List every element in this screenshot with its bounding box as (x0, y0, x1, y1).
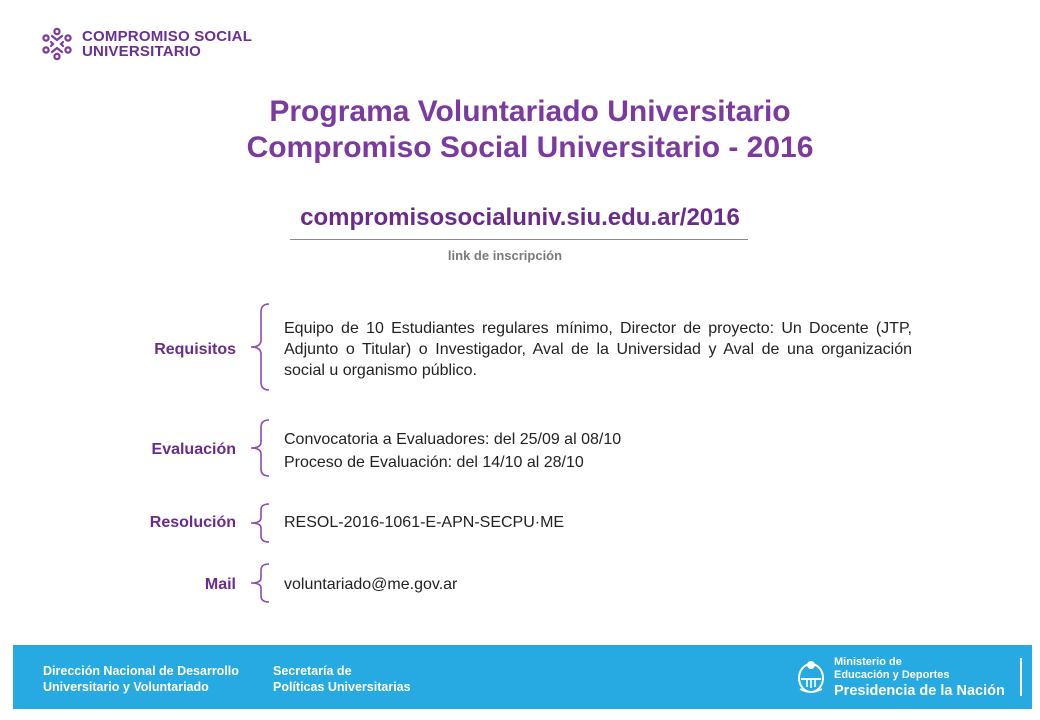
logo (40, 24, 252, 64)
mail-label: Mail (204, 576, 236, 593)
brace-icon (245, 562, 273, 604)
footer-bar (13, 645, 1032, 709)
evaluacion-line-2: Proceso de Evaluación: del 14/10 al 28/10 (284, 454, 584, 471)
link-caption: link de inscripción (447, 248, 563, 263)
mail-address[interactable]: voluntariado@me.gov.ar (284, 576, 458, 593)
national-shield-icon (795, 659, 827, 695)
brace-icon (245, 418, 273, 478)
evaluacion-line-1: Convocatoria a Evaluadores: del 25/09 al 08/10 (284, 431, 622, 448)
footer-secretaria (273, 663, 411, 695)
logo-text (82, 29, 252, 59)
logo-line-2: UNIVERSITARIO (82, 43, 201, 60)
evaluacion-label: Evaluación (151, 441, 236, 458)
footer-col3-line2: Educación y Deportes (834, 669, 950, 681)
people-circle-icon (40, 27, 74, 61)
footer-col2-line2: Políticas Universitarias (273, 680, 411, 694)
brace-icon (245, 502, 273, 544)
registration-link[interactable]: compromisosocialuniv.siu.edu.ar/2016 (300, 204, 740, 231)
footer-col3-line3: Presidencia de la Nación (834, 683, 1005, 699)
requisitos-text: Equipo de 10 Estudiantes regulares mínimo, Director de proyecto: Un Docente (JTP, Adjunto o Titular) o Investigador, Aval de la Universidad y Aval de una organización social u organismo público. (284, 320, 912, 379)
logo-line-1: COMPROMISO SOCIAL (82, 28, 253, 45)
title-line-2: Compromiso Social Universitario - 2016 (246, 131, 814, 164)
footer-col2-line1: Secretaría de (273, 664, 352, 678)
footer-ministerio (834, 656, 1005, 700)
page-title (0, 94, 1040, 166)
footer-col1-line1: Dirección Nacional de Desarrollo (43, 664, 239, 678)
requisitos-label: Requisitos (154, 341, 236, 358)
link-underline (290, 239, 748, 240)
resolucion-text: RESOL-2016-1061-E-APN-SECPU·ME (284, 514, 565, 531)
footer-col1-line2: Universitario y Voluntariado (43, 680, 209, 694)
brace-icon (245, 302, 273, 392)
footer-direccion (43, 663, 239, 695)
evaluacion-text (284, 429, 621, 473)
footer-divider (1020, 658, 1022, 696)
resolucion-label: Resolución (149, 514, 236, 531)
title-line-1: Programa Voluntariado Universitario (269, 95, 791, 128)
footer-col3-line1: Ministerio de (834, 656, 902, 668)
